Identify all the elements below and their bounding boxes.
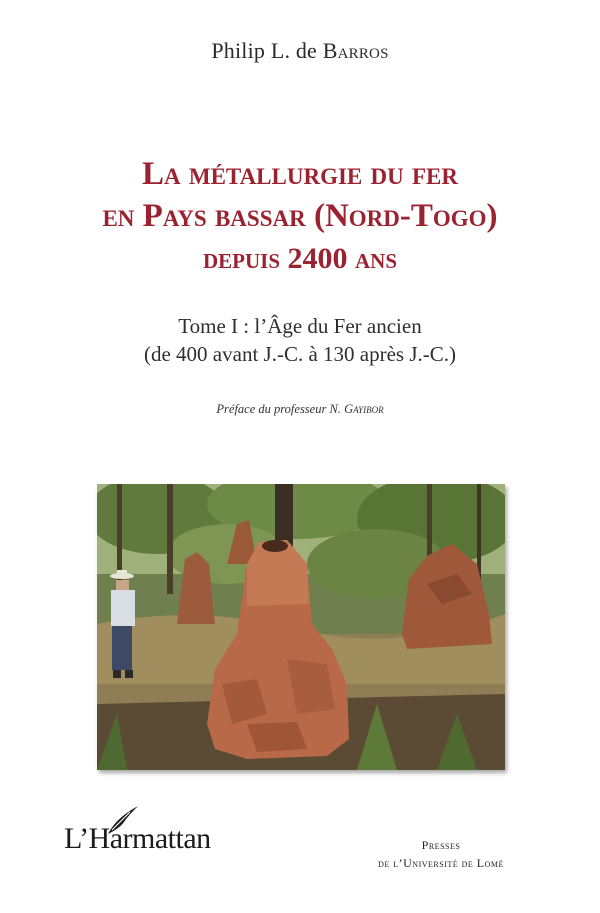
title-line-3: depuis 2400 ans: [202, 242, 398, 275]
cover-photo: [97, 484, 505, 770]
book-title: [0, 153, 600, 281]
preface-text: Préface du professeur N.: [216, 402, 345, 416]
publisher-name: L’Harmattan: [64, 822, 211, 855]
preface-credit: [0, 402, 600, 417]
copublisher-line-1: Presses: [421, 838, 461, 852]
author-first-name: Philip L. de: [211, 38, 323, 63]
preface-author: Gayibor: [344, 402, 384, 416]
book-subtitle: [0, 312, 600, 368]
copublisher-line-2: de l’Université de Lomé: [378, 856, 504, 870]
publisher-logo: [64, 822, 211, 856]
author-last-name: Barros: [322, 38, 389, 63]
title-line-1: La métallurgie du fer: [142, 156, 458, 192]
feather-icon: [104, 804, 140, 836]
author-name: [0, 38, 600, 64]
subtitle-line-2: (de 400 avant J.-C. à 130 après J.-C.): [143, 342, 456, 366]
subtitle-line-1: Tome I : l’Âge du Fer ancien: [178, 314, 422, 338]
title-line-2: en Pays bassar (Nord-Togo): [102, 198, 498, 234]
copublisher: [346, 836, 536, 872]
